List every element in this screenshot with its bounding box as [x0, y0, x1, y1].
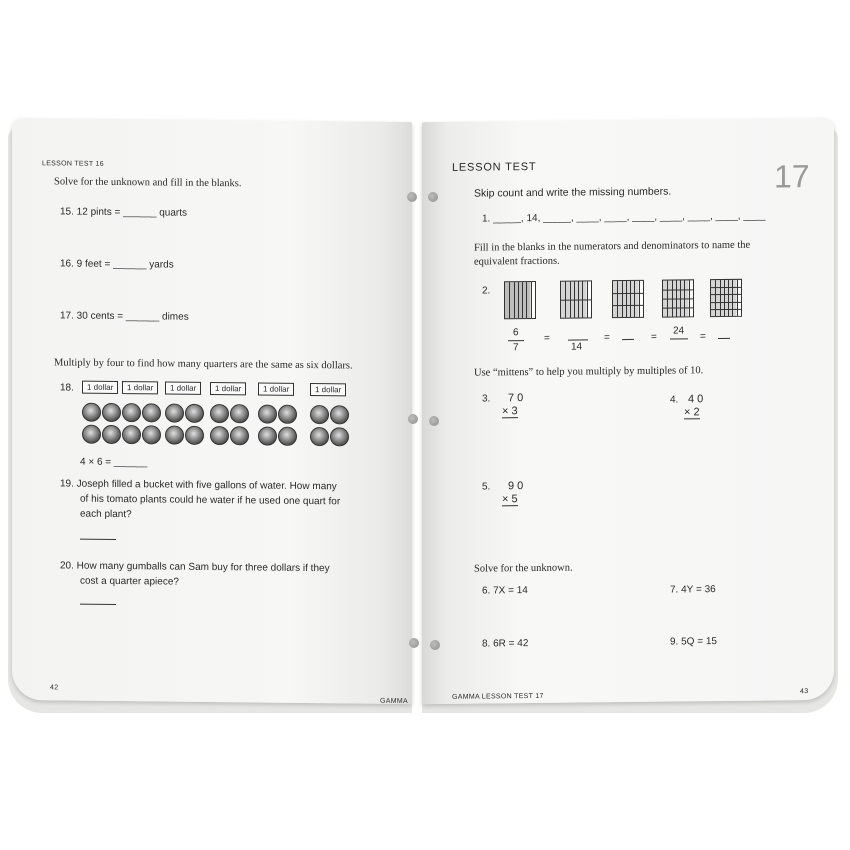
quarter-coin-icon: [258, 404, 277, 423]
question-20-line-1: 20. How many gumballs can Sam buy for three dollars if they: [60, 560, 330, 575]
quarter-coin-icon: [102, 425, 121, 444]
quarter-coin-icon: [82, 403, 101, 422]
fraction-1-denominator: 7: [513, 342, 519, 354]
quarter-coin-icon: [330, 427, 349, 446]
left-instruction-1: Solve for the unknown and fill in the blanks.: [54, 176, 242, 190]
right-instruction-1: Skip count and write the missing numbers.: [474, 185, 672, 200]
question-19-line-3: each plant?: [80, 508, 132, 521]
question-3-top: 7 0: [508, 392, 524, 405]
right-instruction-4: Solve for the unknown.: [474, 562, 573, 575]
quarter-coin-icon: [230, 404, 249, 423]
fraction-grid-line: [720, 280, 721, 316]
question-4-bottom: × 2: [684, 406, 700, 419]
right-page: [422, 118, 834, 704]
quarter-coin-icon: [185, 404, 204, 423]
dollar-bill: 1 dollar: [210, 382, 246, 395]
book-spread: [12, 120, 834, 720]
fraction-2-bar: [568, 339, 588, 340]
binder-hole: [407, 192, 417, 202]
dollar-bill: 1 dollar: [122, 381, 158, 394]
equals-sign: =: [651, 331, 657, 343]
dollar-bill: 1 dollar: [82, 381, 118, 394]
question-8: 8. 6R = 42: [482, 638, 529, 650]
question-2-number: 2.: [482, 285, 491, 297]
fraction-grid-line: [617, 281, 618, 317]
quarter-coin-icon: [165, 404, 184, 423]
quarter-coin-icon: [102, 403, 121, 422]
fraction-grid-line: [522, 282, 523, 318]
quarter-coin-icon: [210, 404, 229, 423]
question-16: 16. 9 feet = ______ yards: [60, 258, 174, 271]
fraction-grid-line: [622, 281, 623, 317]
quarter-coin-icon: [258, 426, 277, 445]
quarter-coin-icon: [185, 426, 204, 445]
left-instruction-2: Multiply by four to find how many quarters are the same as six dollars.: [54, 357, 353, 372]
right-instruction-2-line-1: Fill in the blanks in the numerators and denominators to name the: [474, 239, 751, 254]
question-18-number: 18.: [60, 382, 74, 394]
question-19-answer-line: [80, 539, 116, 540]
fraction-grid-line: [514, 282, 515, 318]
question-5-bottom: × 5: [502, 493, 518, 506]
question-19-line-1: 19. Joseph filled a bucket with five gallons of water. How many: [60, 478, 337, 493]
right-instruction-3: Use “mittens” to help you multiply by multiples of 10.: [474, 365, 704, 379]
fraction-5-bar: [718, 338, 730, 339]
fraction-1-numerator: 6: [513, 327, 519, 339]
binder-hole: [430, 640, 440, 650]
binder-hole: [429, 416, 439, 426]
question-4-top: 4 0: [688, 393, 704, 406]
fraction-model-box: [560, 280, 592, 318]
question-20-answer-line: [80, 604, 116, 605]
quarter-coin-icon: [142, 403, 161, 422]
fraction-2-denominator: 14: [571, 341, 583, 353]
fraction-grid-line: [728, 280, 729, 316]
dollar-bill: 1 dollar: [310, 383, 346, 396]
question-20-line-2: cost a quarter apiece?: [80, 575, 179, 588]
question-7: 7. 4Y = 36: [670, 584, 716, 596]
question-17: 17. 30 cents = ______ dimes: [60, 310, 189, 323]
fraction-grid-line: [715, 280, 716, 316]
fraction-grid-line: [626, 281, 627, 317]
fraction-grid-line: [509, 282, 510, 318]
question-5-top: 9 0: [508, 480, 524, 493]
quarter-coin-icon: [330, 405, 349, 424]
question-5-number: 5.: [482, 481, 491, 493]
question-18-equation: 4 × 6 = ______: [80, 456, 148, 469]
fraction-grid-line: [639, 281, 640, 317]
lesson-number: 17: [774, 158, 810, 195]
fraction-4-numerator: 24: [673, 325, 685, 337]
quarter-coins-grid: [12, 118, 412, 122]
equals-sign: =: [604, 332, 610, 344]
left-page: [12, 118, 412, 704]
right-page-footer: GAMMA LESSON TEST 17: [452, 692, 544, 701]
fraction-3-bar: [622, 339, 634, 340]
fraction-model-box: [504, 281, 536, 319]
quarter-coin-icon: [142, 425, 161, 444]
fraction-grid-line: [526, 282, 527, 318]
quarter-coin-icon: [122, 425, 141, 444]
binder-hole: [409, 638, 419, 648]
quarter-coin-icon: [278, 427, 297, 446]
quarter-coin-icon: [165, 426, 184, 445]
right-page-number: 43: [800, 688, 809, 696]
fraction-grid-line: [630, 281, 631, 317]
binder-hole: [408, 414, 418, 424]
left-page-number: 42: [50, 684, 59, 692]
fraction-grid-line: [737, 280, 738, 316]
question-6: 6. 7X = 14: [482, 585, 528, 597]
quarter-coin-icon: [278, 405, 297, 424]
quarter-coin-icon: [210, 426, 229, 445]
right-page-header: LESSON TEST: [452, 160, 537, 174]
quarter-coin-icon: [310, 405, 329, 424]
quarter-coin-icon: [310, 427, 329, 446]
fraction-model-box: [612, 280, 644, 318]
fraction-grid-line: [732, 280, 733, 316]
left-page-header: LESSON TEST 16: [42, 160, 104, 168]
question-9: 9. 5Q = 15: [670, 636, 717, 648]
fraction-grid-line: [531, 282, 532, 318]
right-instruction-2-line-2: equivalent fractions.: [474, 255, 560, 268]
fraction-1-bar: [508, 340, 524, 341]
quarter-coin-icon: [122, 403, 141, 422]
fraction-grid-line: [518, 282, 519, 318]
fraction-model-box: [710, 279, 742, 317]
dollar-bill: 1 dollar: [258, 382, 294, 395]
question-3-bottom: × 3: [502, 405, 518, 418]
question-4-number: 4.: [670, 394, 679, 406]
fraction-models: [422, 118, 834, 122]
dollar-bill: 1 dollar: [165, 382, 201, 395]
question-3-number: 3.: [482, 393, 491, 405]
question-19-line-2: of his tomato plants could he water if he used one quart for: [80, 493, 341, 508]
question-15: 15. 12 pints = ______ quarts: [60, 206, 188, 219]
fraction-grid-line: [634, 281, 635, 317]
fraction-grid-line: [724, 280, 725, 316]
quarter-coin-icon: [230, 426, 249, 445]
question-1: 1. _____, 14, _____, ____, ____, ____, ____, ____, ____, ____: [482, 210, 766, 225]
fraction-model-box: [662, 279, 694, 317]
equals-sign: =: [700, 331, 706, 343]
left-page-footer: GAMMA: [380, 697, 408, 706]
quarter-coin-icon: [82, 425, 101, 444]
fraction-4-bar: [670, 338, 688, 339]
binder-hole: [428, 192, 438, 202]
equals-sign: =: [544, 332, 550, 344]
